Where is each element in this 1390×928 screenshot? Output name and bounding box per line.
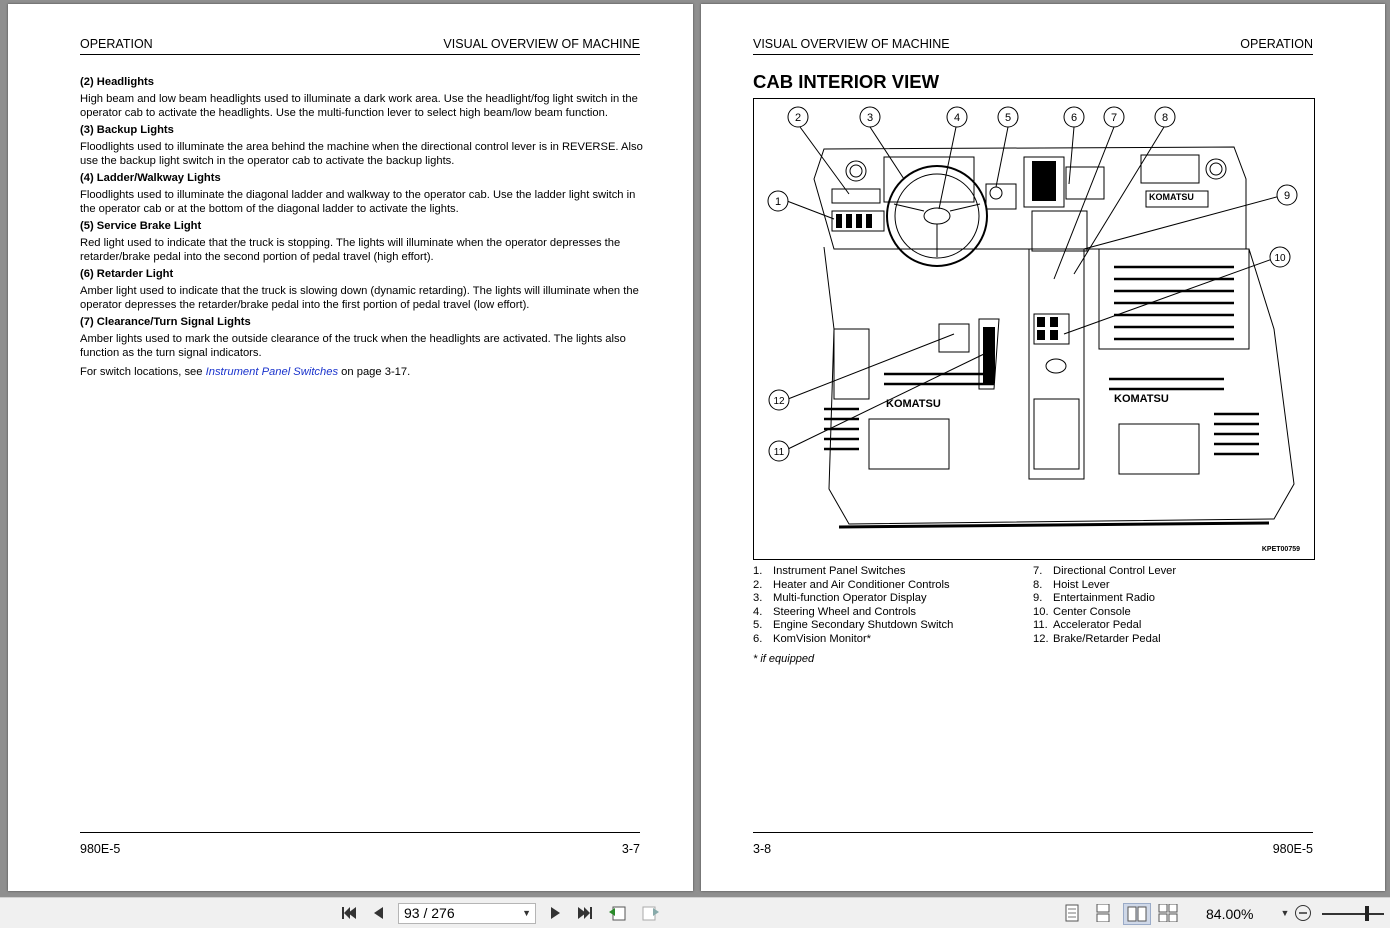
cab-interior-figure (753, 98, 1315, 560)
legend-item: 10. Center Console (1033, 605, 1131, 618)
facing-icon[interactable] (1123, 903, 1151, 925)
figure-id: KPET00759 (1261, 546, 1300, 553)
footer-rule (80, 832, 640, 833)
svg-text:6: 6 (1070, 112, 1078, 124)
header-left-text: OPERATION (80, 37, 153, 51)
prev-page-icon[interactable] (368, 903, 388, 923)
svg-text:12: 12 (773, 396, 785, 407)
svg-text:9: 9 (1283, 190, 1291, 202)
header-rule (80, 54, 640, 55)
callout-2 (788, 107, 808, 127)
section-ladder-lights (80, 171, 645, 216)
svg-text:10: 10 (1274, 253, 1286, 264)
legend-item: 6. KomVision Monitor* (753, 632, 872, 645)
section-body: Amber lights used to mark the outside clearance of the truck when the headlights are activated. The lights also function as the turn signal indicators. (80, 333, 626, 359)
callout-7 (1104, 107, 1124, 127)
footer-page-number: 3-8 (753, 842, 772, 856)
callout-11 (769, 441, 789, 461)
operator-display (884, 157, 974, 202)
pdf-page-left (8, 4, 693, 891)
vent-right (1099, 249, 1249, 349)
last-page-icon[interactable] (574, 903, 596, 923)
header-right-text: VISUAL OVERVIEW OF MACHINE (443, 37, 640, 51)
zoom-slider-track[interactable] (1322, 913, 1384, 915)
footer-rule (753, 832, 1313, 833)
section-heading: (6) Retarder Light (80, 268, 174, 280)
section-clearance-lights (80, 315, 645, 360)
switch-reference (80, 365, 645, 379)
continuous-facing-icon[interactable] (1157, 903, 1179, 923)
instrument-panel-switches-link[interactable]: Instrument Panel Switches (205, 366, 339, 378)
svg-text:1: 1 (774, 196, 782, 208)
legend-item: 3. Multi-function Operator Display (753, 592, 927, 605)
svg-text:4: 4 (953, 112, 961, 124)
legend-right (1033, 565, 1176, 647)
page-body (80, 72, 645, 379)
callout-4 (947, 107, 967, 127)
brand-label: KOMATSU (1149, 192, 1194, 202)
callout-8 (1155, 107, 1175, 127)
svg-text:7: 7 (1110, 112, 1118, 124)
footnote: * if equipped (753, 653, 815, 665)
pdf-page-right (701, 4, 1385, 891)
section-retarder-light (80, 267, 645, 312)
legend-item: 11. Accelerator Pedal (1033, 619, 1142, 632)
komvision-monitor (1066, 167, 1104, 199)
center-console (1029, 249, 1084, 479)
legend-item: 12. Brake/Retarder Pedal (1033, 632, 1161, 645)
legend-item: 1. Instrument Panel Switches (753, 565, 906, 577)
previous-view-icon[interactable] (606, 903, 630, 923)
section-title: CAB INTERIOR VIEW (753, 71, 940, 92)
section-body: High beam and low beam headlights used to illuminate a dark work area. Use the headlight/fog light switch in the operator cab to activate the headlights. Use the multi-function lever to select high beam/low beam function. (80, 93, 638, 119)
legend-item: 7. Directional Control Lever (1033, 565, 1177, 577)
section-heading: (3) Backup Lights (80, 124, 174, 136)
svg-text:2: 2 (794, 112, 802, 124)
page-dropdown-icon[interactable]: ▼ (522, 908, 531, 918)
footer-page-number: 3-7 (621, 842, 640, 856)
continuous-icon[interactable] (1093, 903, 1113, 923)
header-rule (753, 54, 1313, 55)
svg-text:3: 3 (866, 112, 874, 124)
callout-3 (860, 107, 880, 127)
legend-item: 2. Heater and Air Conditioner Controls (753, 578, 950, 591)
footer-model: 980E-5 (80, 842, 121, 856)
page-number-field[interactable]: 93 / 276 ▼ (398, 903, 536, 924)
viewer-toolbar (0, 897, 1390, 928)
section-heading: (7) Clearance/Turn Signal Lights (80, 316, 251, 328)
callout-9 (1277, 185, 1297, 205)
cab-floor-outline (824, 247, 1294, 524)
section-body: Floodlights used to illuminate the area behind the machine when the directional control lever is in REVERSE. Also use the backup light switch in the operator cab to activate the backup lights. (80, 141, 643, 167)
svg-text:11: 11 (773, 447, 785, 458)
legend-item: 5. Engine Secondary Shutdown Switch (753, 619, 954, 632)
switch-ref-suffix: on page 3-17. (338, 366, 411, 378)
next-page-icon[interactable] (545, 903, 565, 923)
section-body: Red light used to indicate that the truck is stopping. The lights will illuminate when the operator depresses the retarder/brake pedal into the second portion of pedal travel (high effort). (80, 237, 621, 263)
callout-12 (769, 390, 789, 410)
svg-text:8: 8 (1161, 112, 1169, 124)
legend-item: 9. Entertainment Radio (1033, 592, 1155, 605)
zoom-slider-handle[interactable] (1365, 906, 1369, 921)
switch-ref-prefix: For switch locations, see (80, 366, 206, 378)
callout-6 (1064, 107, 1084, 127)
section-headlights (80, 75, 645, 120)
legend-left (753, 565, 953, 647)
svg-text:5: 5 (1004, 112, 1012, 124)
next-view-icon[interactable] (638, 903, 662, 923)
header-right-text: OPERATION (1240, 37, 1313, 51)
single-page-icon[interactable] (1062, 903, 1082, 923)
callout-1 (768, 191, 788, 211)
zoom-dropdown-icon[interactable]: ▼ (1280, 908, 1290, 918)
legend-item: 4. Steering Wheel and Controls (753, 605, 917, 618)
first-page-icon[interactable] (338, 903, 360, 923)
cab-interior-drawing (754, 99, 1314, 559)
svg-text:KOMATSU: KOMATSU (1114, 393, 1169, 405)
section-heading: (2) Headlights (80, 76, 154, 88)
footer-model: 980E-5 (1272, 842, 1313, 856)
section-body: Amber light used to indicate that the truck is slowing down (dynamic retarding). The lights will illuminate when the operator depresses the retarder/brake pedal into the first portion of pedal travel (low effort). (80, 285, 639, 311)
zoom-level[interactable]: 84.00% (1206, 906, 1254, 922)
shutdown-switch (990, 187, 1002, 199)
section-heading: (4) Ladder/Walkway Lights (80, 172, 221, 184)
zoom-out-icon[interactable] (1293, 903, 1313, 923)
hvac-panel (832, 189, 880, 203)
section-body: Floodlights used to illuminate the diagonal ladder and walkway to the operator cab. Use the ladder light switch in the operator cab or at the bottom of the diagonal ladder to activate the lights. (80, 189, 636, 215)
callout-10 (1270, 247, 1290, 267)
svg-text:KOMATSU: KOMATSU (886, 398, 941, 410)
section-service-brake-light (80, 219, 645, 264)
legend-item: 8. Hoist Lever (1033, 578, 1110, 591)
callout-5 (998, 107, 1018, 127)
section-backup-lights (80, 123, 645, 168)
header-left-text: VISUAL OVERVIEW OF MACHINE (753, 37, 950, 51)
section-heading: (5) Service Brake Light (80, 220, 202, 232)
